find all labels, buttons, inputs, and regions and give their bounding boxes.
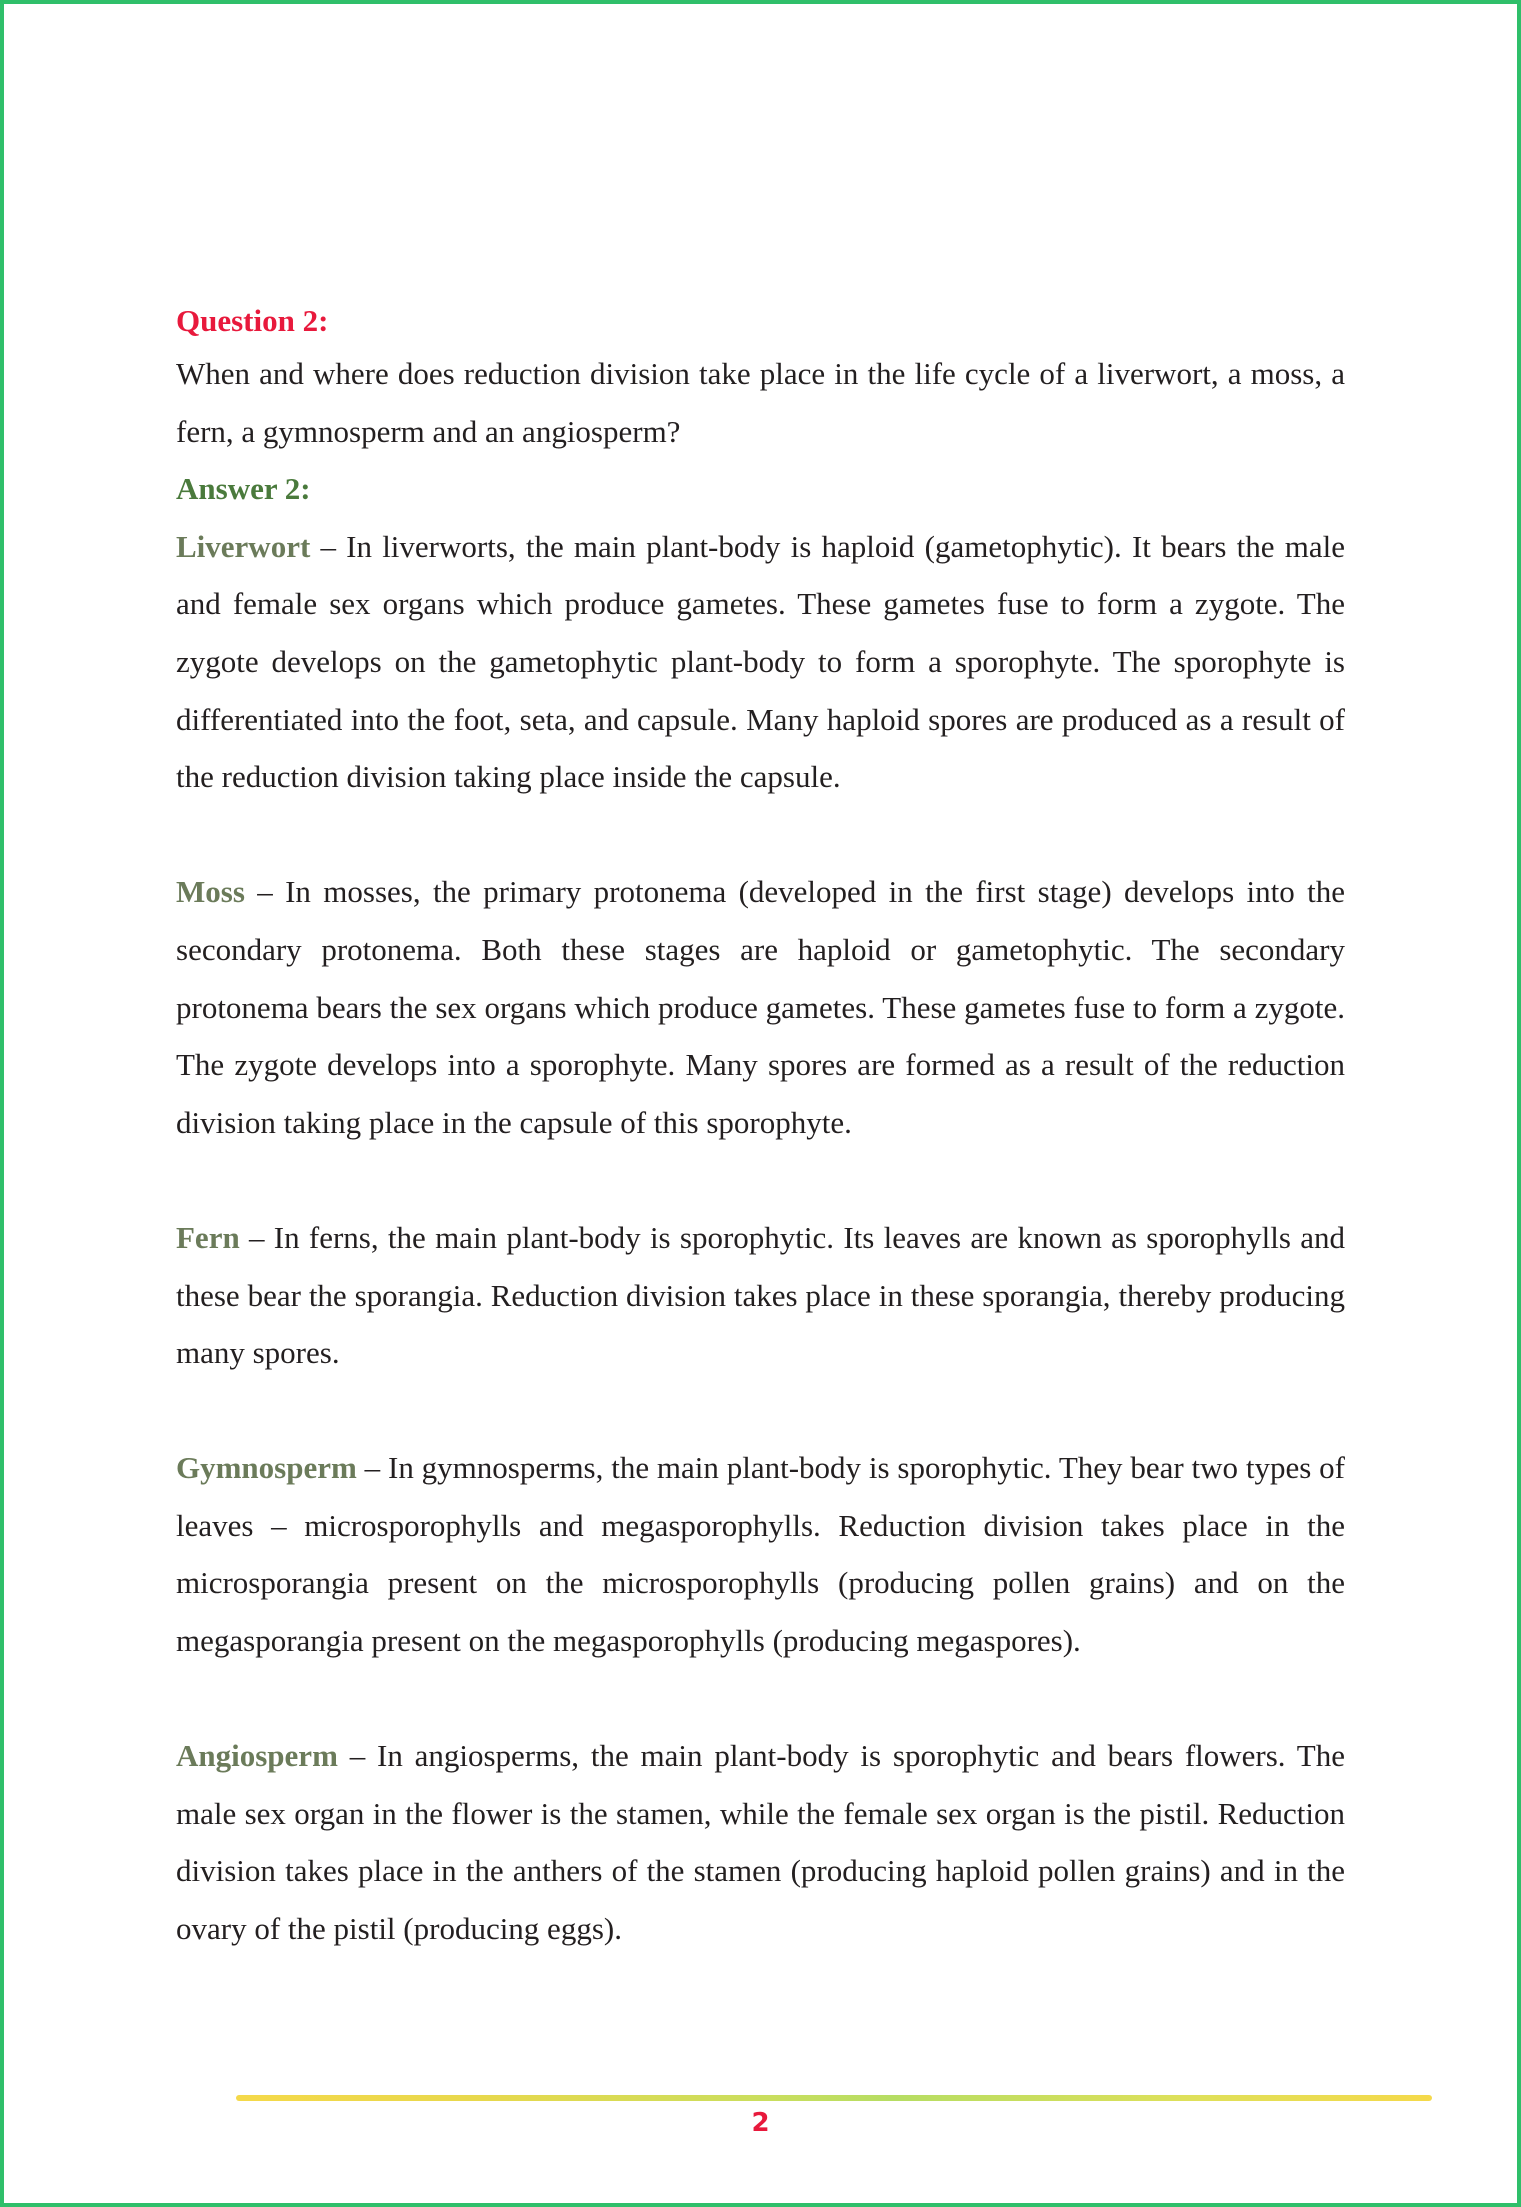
paragraph-text: – In ferns, the main plant-body is sporophytic. Its leaves are known as sporophylls and these bear the sporangia. Reduction division takes place in these sporangia, thereby producing many spores.	[176, 1219, 1345, 1371]
question-heading: Question 2:	[176, 303, 329, 338]
answer-paragraph-liverwort	[176, 518, 1345, 806]
paragraph-text: – In mosses, the primary protonema (developed in the first stage) develops into the secondary protonema. Both these stages are haploid or gametophytic. The secondary protonema bears the sex organs which produce gametes. These gametes fuse to form a zygote. The zygote develops into a sporophyte. Many spores are formed as a result of the reduction division taking place in the capsule of this sporophyte.	[176, 874, 1345, 1140]
page-number: 2	[751, 2108, 770, 2138]
answer-paragraph-gymnosperm	[176, 1439, 1345, 1669]
question-text: When and where does reduction division take place in the life cycle of a liverwort, a moss, a fern, a gymnosperm and an angiosperm?	[176, 356, 1345, 449]
answer-paragraph-angiosperm	[176, 1727, 1345, 1957]
answer-paragraph-moss	[176, 863, 1345, 1151]
term-angiosperm: Angiosperm	[176, 1738, 338, 1774]
term-gymnosperm: Gymnosperm	[176, 1450, 357, 1486]
paragraph-text: – In angiosperms, the main plant-body is sporophytic and bears flowers. The male sex organ in the flower is the stamen, while the female sex organ is the pistil. Reduction division takes place in the anthers of the stamen (producing haploid pollen grains) and in the ovary of the pistil (producing eggs).	[176, 1738, 1345, 1947]
document-body	[176, 297, 1345, 1958]
term-liverwort: Liverwort	[176, 528, 311, 564]
answer-heading: Answer 2:	[176, 471, 311, 507]
term-fern: Fern	[176, 1219, 240, 1255]
answer-paragraph-fern	[176, 1209, 1345, 1382]
term-moss: Moss	[176, 874, 245, 910]
paragraph-text: – In liverworts, the main plant-body is haploid (gametophytic). It bears the male and female sex organs which produce gametes. These gametes fuse to form a zygote. The zygote develops on the gametophytic plant-body to form a sporophyte. The sporophyte is differentiated into the foot, seta, and capsule. Many haploid spores are produced as a result of the reduction division taking place inside the capsule.	[176, 528, 1345, 795]
paragraph-text: – In gymnosperms, the main plant-body is sporophytic. They bear two types of leaves – microsporophylls and megasporophylls. Reduction division takes place in the microsporangia present on the microsporophylls (producing pollen grains) and on the megasporangia present on the megasporophylls (producing megaspores).	[176, 1450, 1345, 1659]
footer-divider	[236, 2095, 1432, 2101]
